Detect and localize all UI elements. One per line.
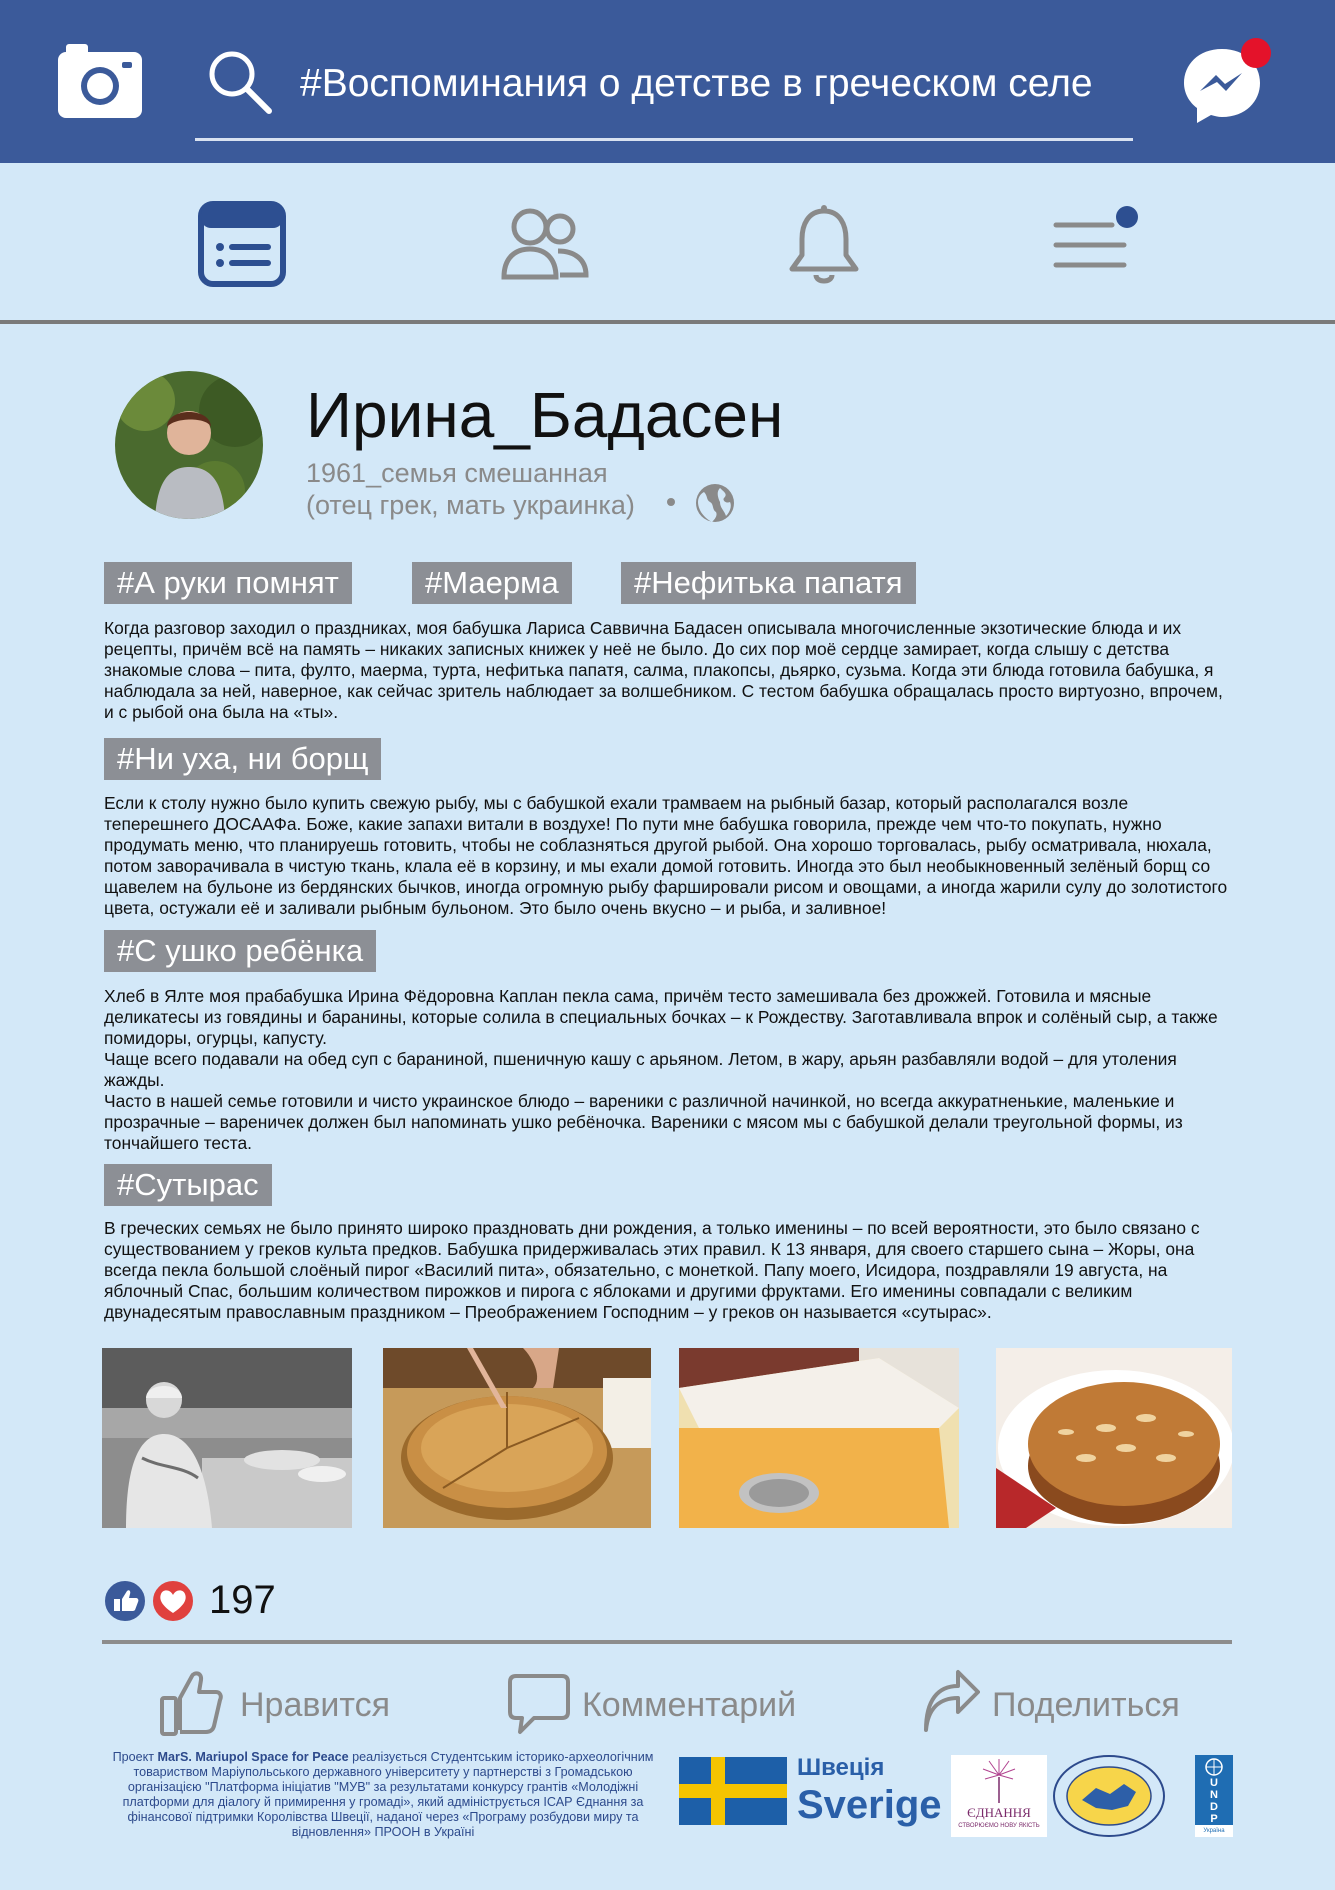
credits-post: реалізується Студентським історико-археологічним товариством Маріупольського державного університету у партнерстві з Громадською організацією "Платформа ініціатив "МУВ" за результатами конкурсу грантів «Молодіжні платформи для діалогу й примирення у громаді», який адмініструється ІСАР Єднання за фінансової підтримки Королівства Швеції, наданої через «Програму розбудови миру та відновлення» ПРООН в Україні: [122, 1750, 654, 1839]
story-paragraph-4: В греческих семьях не было принято широко праздновать дни рождения, а только именины – по всей вероятности, это было связано с существованием у греков культа предков. Бабушка придерживалась этих правил. К 13 января, для своего старшего сына – Жоры, она всегда пекла большой слоёный пирог «Василий пита», обязательно, с монеткой. Папу моего, Исидора, поздравляли 19 августа, на яблочный Спас, большим количеством пирожков и пирога с яблоками и другими фруктами. Его именины совпадали с великим двунадесятым православным праздником – Преображением Господним – у греков он называется «сутырас».: [104, 1218, 1200, 1322]
undp-country: Україна: [1195, 1825, 1233, 1837]
search-icon[interactable]: [206, 48, 274, 116]
un-emblem-icon: [1202, 1757, 1226, 1777]
globe-icon: [694, 482, 736, 524]
separator-dot: [667, 498, 675, 506]
comment-button[interactable]: Комментарий: [582, 1686, 797, 1724]
story-paragraph-1: Когда разговор заходил о праздниках, моя бабушка Лариса Саввична Бадасен описывала многочисленные экзотические блюда и их рецепты, причём всё на память – никаких записных книжек у неё не было. До сих пор моё сердце замирает, когда слышу с детства знакомые слова – пита, фулто, маерма, турта, нефитька папатя, салма, плакопсы, дьярко, сузьма. Когда эти блюда готовила бабушка, я наблюдала за ней, наверное, как сейчас зритель наблюдает за волшебником. С тестом бабушка обращалась просто виртуозно, впрочем, и с рыбой она была на «ты».: [104, 618, 1223, 722]
notifications-bell-icon[interactable]: [788, 203, 860, 289]
undp-logo: [1195, 1755, 1233, 1837]
photo-woman-cooking[interactable]: [102, 1348, 352, 1528]
heart-icon: [153, 1581, 193, 1621]
ednannia-name: ЄДНАННЯ: [967, 1805, 1031, 1820]
story-paragraph-3: [104, 986, 1234, 1154]
like-thumb-icon[interactable]: [158, 1668, 224, 1738]
undp-letter-u: U: [1210, 1777, 1218, 1789]
profile-meta-line2: (отец грек, мать украинка): [306, 490, 635, 520]
photo-almond-cake[interactable]: [996, 1348, 1232, 1528]
ednannia-logo: [951, 1755, 1047, 1837]
news-feed-icon[interactable]: [198, 201, 286, 287]
share-button[interactable]: Поделиться: [992, 1686, 1180, 1724]
hashtag-maerma[interactable]: #Маерма: [412, 562, 572, 604]
hashtag-ni-ukha-ni-borshch[interactable]: #Ни уха, ни борщ: [104, 738, 381, 780]
student-society-seal-logo: [1052, 1754, 1166, 1838]
reactions-divider: [102, 1640, 1232, 1644]
story-paragraph-3-line-2: Чаще всего подавали на обед суп с бараниной, пшеничную кашу с арьяном. Летом, в жару, арьян разбавляли водой – для утоления жажды.: [104, 1049, 1177, 1090]
share-arrow-icon[interactable]: [922, 1668, 980, 1738]
project-credits: [100, 1750, 666, 1840]
credits-project-name: MarS. Mariupol Space for Peace: [157, 1750, 349, 1764]
camera-icon[interactable]: [58, 42, 142, 118]
top-bar: [0, 0, 1335, 163]
story-paragraph-3-line-1: Хлеб в Ялте моя прабабушка Ирина Фёдоровна Каплан пекла сама, причём тесто замешивала без дрожжей. Готовила и мясные деликатесы из говядины и баранины, которые солила в специальных бочках – к Рождеству. Заготавливала впрок и солёный сыр, а также помидоры, огурцы, капусту.: [104, 986, 1218, 1048]
profile-meta-line1: 1961_семья смешанная: [306, 458, 608, 488]
sweden-label-se: Sverige: [797, 1783, 942, 1827]
nav-bar: [0, 163, 1335, 321]
profile-name[interactable]: Ирина_Бадасен: [306, 379, 784, 451]
credits-pre: Проект: [112, 1750, 158, 1764]
like-button[interactable]: Нравится: [240, 1686, 391, 1724]
like-reaction-badge[interactable]: [102, 1578, 148, 1624]
search-input[interactable]: #Воспоминания о детстве в греческом селе: [300, 62, 1093, 105]
reaction-count[interactable]: 197: [209, 1578, 276, 1622]
hashtag-nefitka-papatya[interactable]: #Нефитька папатя: [621, 562, 916, 604]
avatar[interactable]: [115, 371, 263, 519]
undp-letter-p: P: [1210, 1813, 1218, 1825]
menu-icon[interactable]: [1052, 205, 1140, 281]
photo-layered-pie[interactable]: [383, 1348, 651, 1528]
hashtag-a-ruki-pomnyat[interactable]: #А руки помнят: [104, 562, 352, 604]
sweden-label-ua: Швеція: [797, 1754, 885, 1781]
thumbs-up-icon: [105, 1581, 145, 1621]
sweden-flag-logo: [679, 1757, 787, 1825]
story-paragraph-2: Если к столу нужно было купить свежую рыбу, мы с бабушкой ехали трамваем на рыбный базар, который располагался возле теперешнего ДОСААФа. Боже, какие запахи витали в воздухе! По пути мне бабушка говорила, прежде чем что-то покупать, нужно продумать меню, что планируешь готовить, чтобы не соблазняться другой рыбой. Она хорошо торговалась, рыбу осматривала, нюхала, потом заворачивала в чистую ткань, клала её в корзину, и мы ехали домой готовить. Иногда это был необыкновенный зелёный борщ со щавелем на бульоне из бердянских бычков, иногда огромную рыбу фаршировали рисом и овощами, а иногда жарили сулу до золотистого цвета, остужали её и заливали рыбным бульоном. Это было очень вкусно – и рыба, и заливное!: [104, 793, 1228, 918]
story-paragraph-3-line-3: Часто в нашей семье готовили и чисто украинское блюдо – вареники с различной начинкой, но всегда аккуратненькие, маленькие и прозрачные – вареничек должен был напоминать ушко ребёночка. Вареники с мясом мы с бабушкой делали треугольной формы, из тончайшего теста.: [104, 1091, 1183, 1153]
nav-divider: [0, 320, 1335, 324]
search-underline: [195, 138, 1133, 141]
comment-bubble-icon[interactable]: [508, 1668, 570, 1738]
ednannia-slogan: СТВОРЮЄМО НОВУ ЯКІСТЬ: [958, 1823, 1040, 1829]
photo-cake-with-coin[interactable]: [679, 1348, 959, 1528]
undp-letter-d: D: [1210, 1801, 1218, 1813]
friends-icon[interactable]: [500, 205, 590, 283]
undp-letter-n: N: [1210, 1789, 1218, 1801]
heart-reaction-badge[interactable]: [150, 1578, 196, 1624]
dandelion-icon: [951, 1755, 1047, 1805]
hashtag-s-ushko-rebenka[interactable]: #С ушко ребёнка: [104, 930, 376, 972]
hashtag-sutyras[interactable]: #Сутырас: [104, 1164, 272, 1206]
messenger-icon[interactable]: [1180, 35, 1276, 127]
